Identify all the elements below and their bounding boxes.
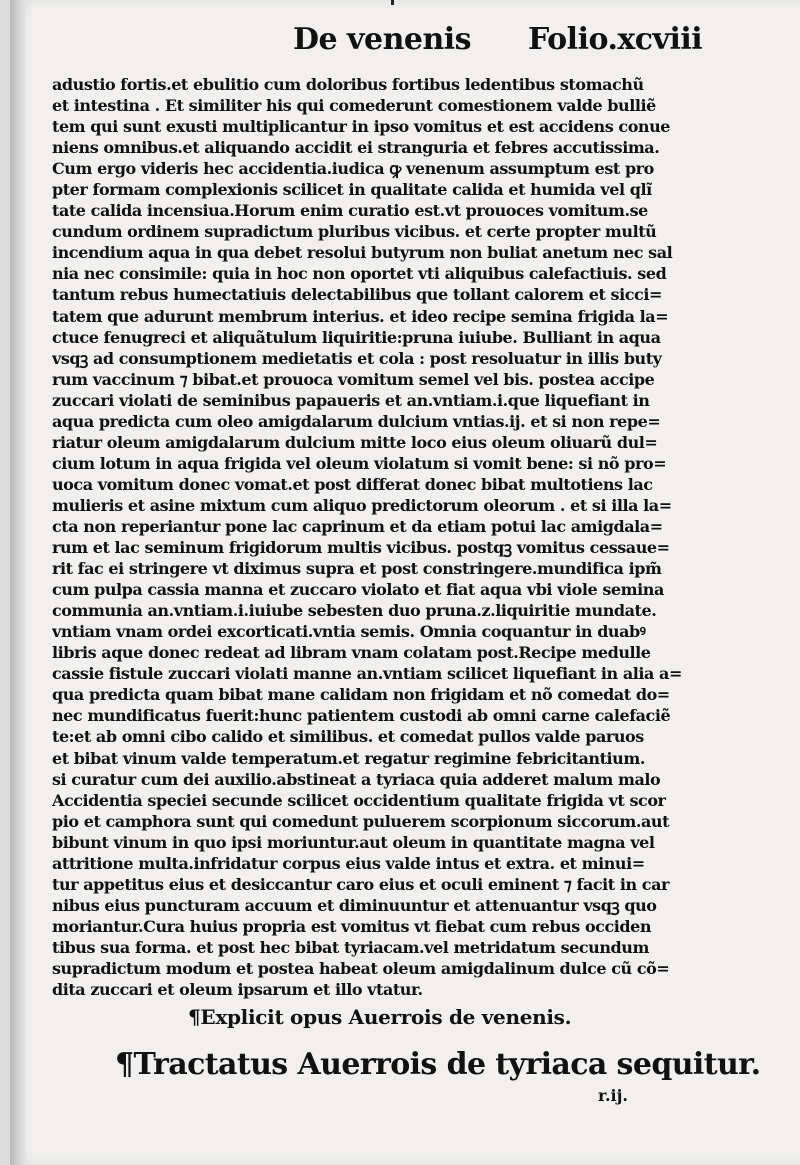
text-line: Cum ergo videris hec accidentia.iudica ꝙ venenum assumptum est pro <box>52 159 654 179</box>
text-line: cundum ordinem supradictum pluribus vicibus. et certe propter multũ <box>52 222 657 242</box>
text-line: te:et ab omni cibo calido et similibus. et comedat pullos valde paruos <box>52 727 644 747</box>
text-line: tibus sua forma. et post hec bibat tyriacam.vel metridatum secundum <box>52 937 649 957</box>
text-line: cum pulpa cassia manna et zuccaro violato et fiat aqua vbi viole semina <box>52 580 664 600</box>
text-line: supradictum modum et postea habeat oleum amigdalinum dulce cũ cõ= <box>52 958 670 978</box>
text-line: ctuce fenugreci et aliquãtulum liquiritie:pruna iuiube. Bulliant in aqua <box>52 327 661 347</box>
text-line: cassie fistule zuccari violati manne an.vntiam scilicet liquefiant in alia a= <box>52 664 682 684</box>
text-line: mulieris et asine mixtum cum aliquo predictorum oleorum . et si illa la= <box>52 495 672 515</box>
text-line: niens omnibus.et aliquando accidit ei stranguria et febres accutissima. <box>52 138 660 158</box>
text-line: rit fac ei stringere vt diximus supra et post constringere.mundifica ipm̃ <box>52 559 662 579</box>
next-treatise-title: ¶Tractatus Auerrois de tyriaca sequitur. <box>115 1047 761 1082</box>
text-line: rum vaccinum ⁊ bibat.et prouoca vomitum semel vel bis. postea accipe <box>52 369 655 389</box>
text-line: tate calida incensiua.Horum enim curatio est.vt prouoces vomitum.se <box>52 201 648 221</box>
text-line: adustio fortis.et ebulitio cum doloribus fortibus ledentibus stomachũ <box>52 75 644 94</box>
text-line: dita zuccari et oleum ipsarum et illo vtatur. <box>52 980 423 1000</box>
running-head: De venenis <box>293 22 472 57</box>
text-line: riatur oleum amigdalarum dulcium mitte loco eius oleum oliuarũ dul= <box>52 432 658 452</box>
signature-mark: r.ij. <box>598 1086 628 1105</box>
text-line: tem qui sunt exusti multiplicantur in ipso vomitus et est accidens conue <box>52 117 671 137</box>
explicit-line: ¶Explicit opus Auerrois de venenis. <box>188 1005 572 1029</box>
text-line: zuccari violati de seminibus papaueris et an.vntiam.i.que liquefiant in <box>52 390 650 410</box>
text-line: nec mundificatus fuerit:hunc patientem custodi ab omni carne calefaciẽ <box>52 706 671 726</box>
text-line: tantum rebus humectatiuis delectabilibus que tollant calorem et sicci= <box>52 285 662 305</box>
text-line: qua predicta quam bibat mane calidam non frigidam et nõ comedat do= <box>52 685 670 705</box>
text-line: nibus eius puncturam accuum et diminuuntur et attenuantur vsqꝫ quo <box>52 895 657 915</box>
folio-number: Folio.xcviii <box>528 22 703 57</box>
body-text <box>52 74 682 1000</box>
text-line: aqua predicta cum oleo amigdalarum dulcium vntias.ij. et si non repe= <box>52 411 661 431</box>
text-line: bibunt vinum in quo ipsi moriuntur.aut oleum in quantitate magna vel <box>52 832 655 852</box>
text-line: incendium aqua in qua debet resolui butyrum non buliat anetum nec sal <box>52 243 673 263</box>
ink-mark <box>391 0 394 5</box>
text-line: attritione multa.infridatur corpus eius valde intus et extra. et minui= <box>52 853 645 873</box>
text-line: vntiam vnam ordei excorticati.vntia semis. Omnia coquantur in duabꝰ <box>52 622 646 642</box>
page-binding-shadow <box>10 0 26 1165</box>
text-line: uoca vomitum donec vomat.et post differat donec bibat multotiens lac <box>52 474 653 494</box>
text-line: communia an.vntiam.i.iuiube sebesten duo pruna.z.liquiritie mundate. <box>52 601 657 621</box>
text-line: moriantur.Cura huius propria est vomitus vt fiebat cum rebus occiden <box>52 916 652 936</box>
text-line: pter formam complexionis scilicet in qualitate calida et humida vel qlĩ <box>52 180 652 200</box>
text-line: si curatur cum dei auxilio.abstineat a tyriaca quia adderet malum malo <box>52 769 661 789</box>
text-line: nia nec consimile: quia in hoc non oportet vti aliquibus calefactiuis. sed <box>52 264 667 284</box>
text-line: et intestina . Et similiter his qui comederunt comestionem valde bulliẽ <box>52 96 656 116</box>
text-line: libris aque donec redeat ad libram vnam colatam post.Recipe medulle <box>52 643 651 663</box>
text-line: pio et camphora sunt qui comedunt puluerem scorpionum siccorum.aut <box>52 811 670 831</box>
text-line: Accidentia speciei secunde scilicet occidentium qualitate frigida vt scor <box>52 790 666 810</box>
text-line: cium lotum in aqua frigida vel oleum violatum si vomit bene: si nõ pro= <box>52 453 667 473</box>
text-line: et bibat vinum valde temperatum.et regatur regimine febricitantium. <box>52 748 645 768</box>
text-line: rum et lac seminum frigidorum multis vicibus. postqꝫ vomitus cessaue= <box>52 538 670 558</box>
text-line: cta non reperiantur pone lac caprinum et da etiam potui lac amigdala= <box>52 516 663 536</box>
text-line: vsqꝫ ad consumptionem medietatis et cola : post resoluatur in illis buty <box>52 348 662 368</box>
text-line: tatem que adurunt membrum interius. et ideo recipe semina frigida la= <box>52 306 669 326</box>
text-line: tur appetitus eius et desiccantur caro eius et oculi eminent ⁊ facit in car <box>52 874 669 894</box>
